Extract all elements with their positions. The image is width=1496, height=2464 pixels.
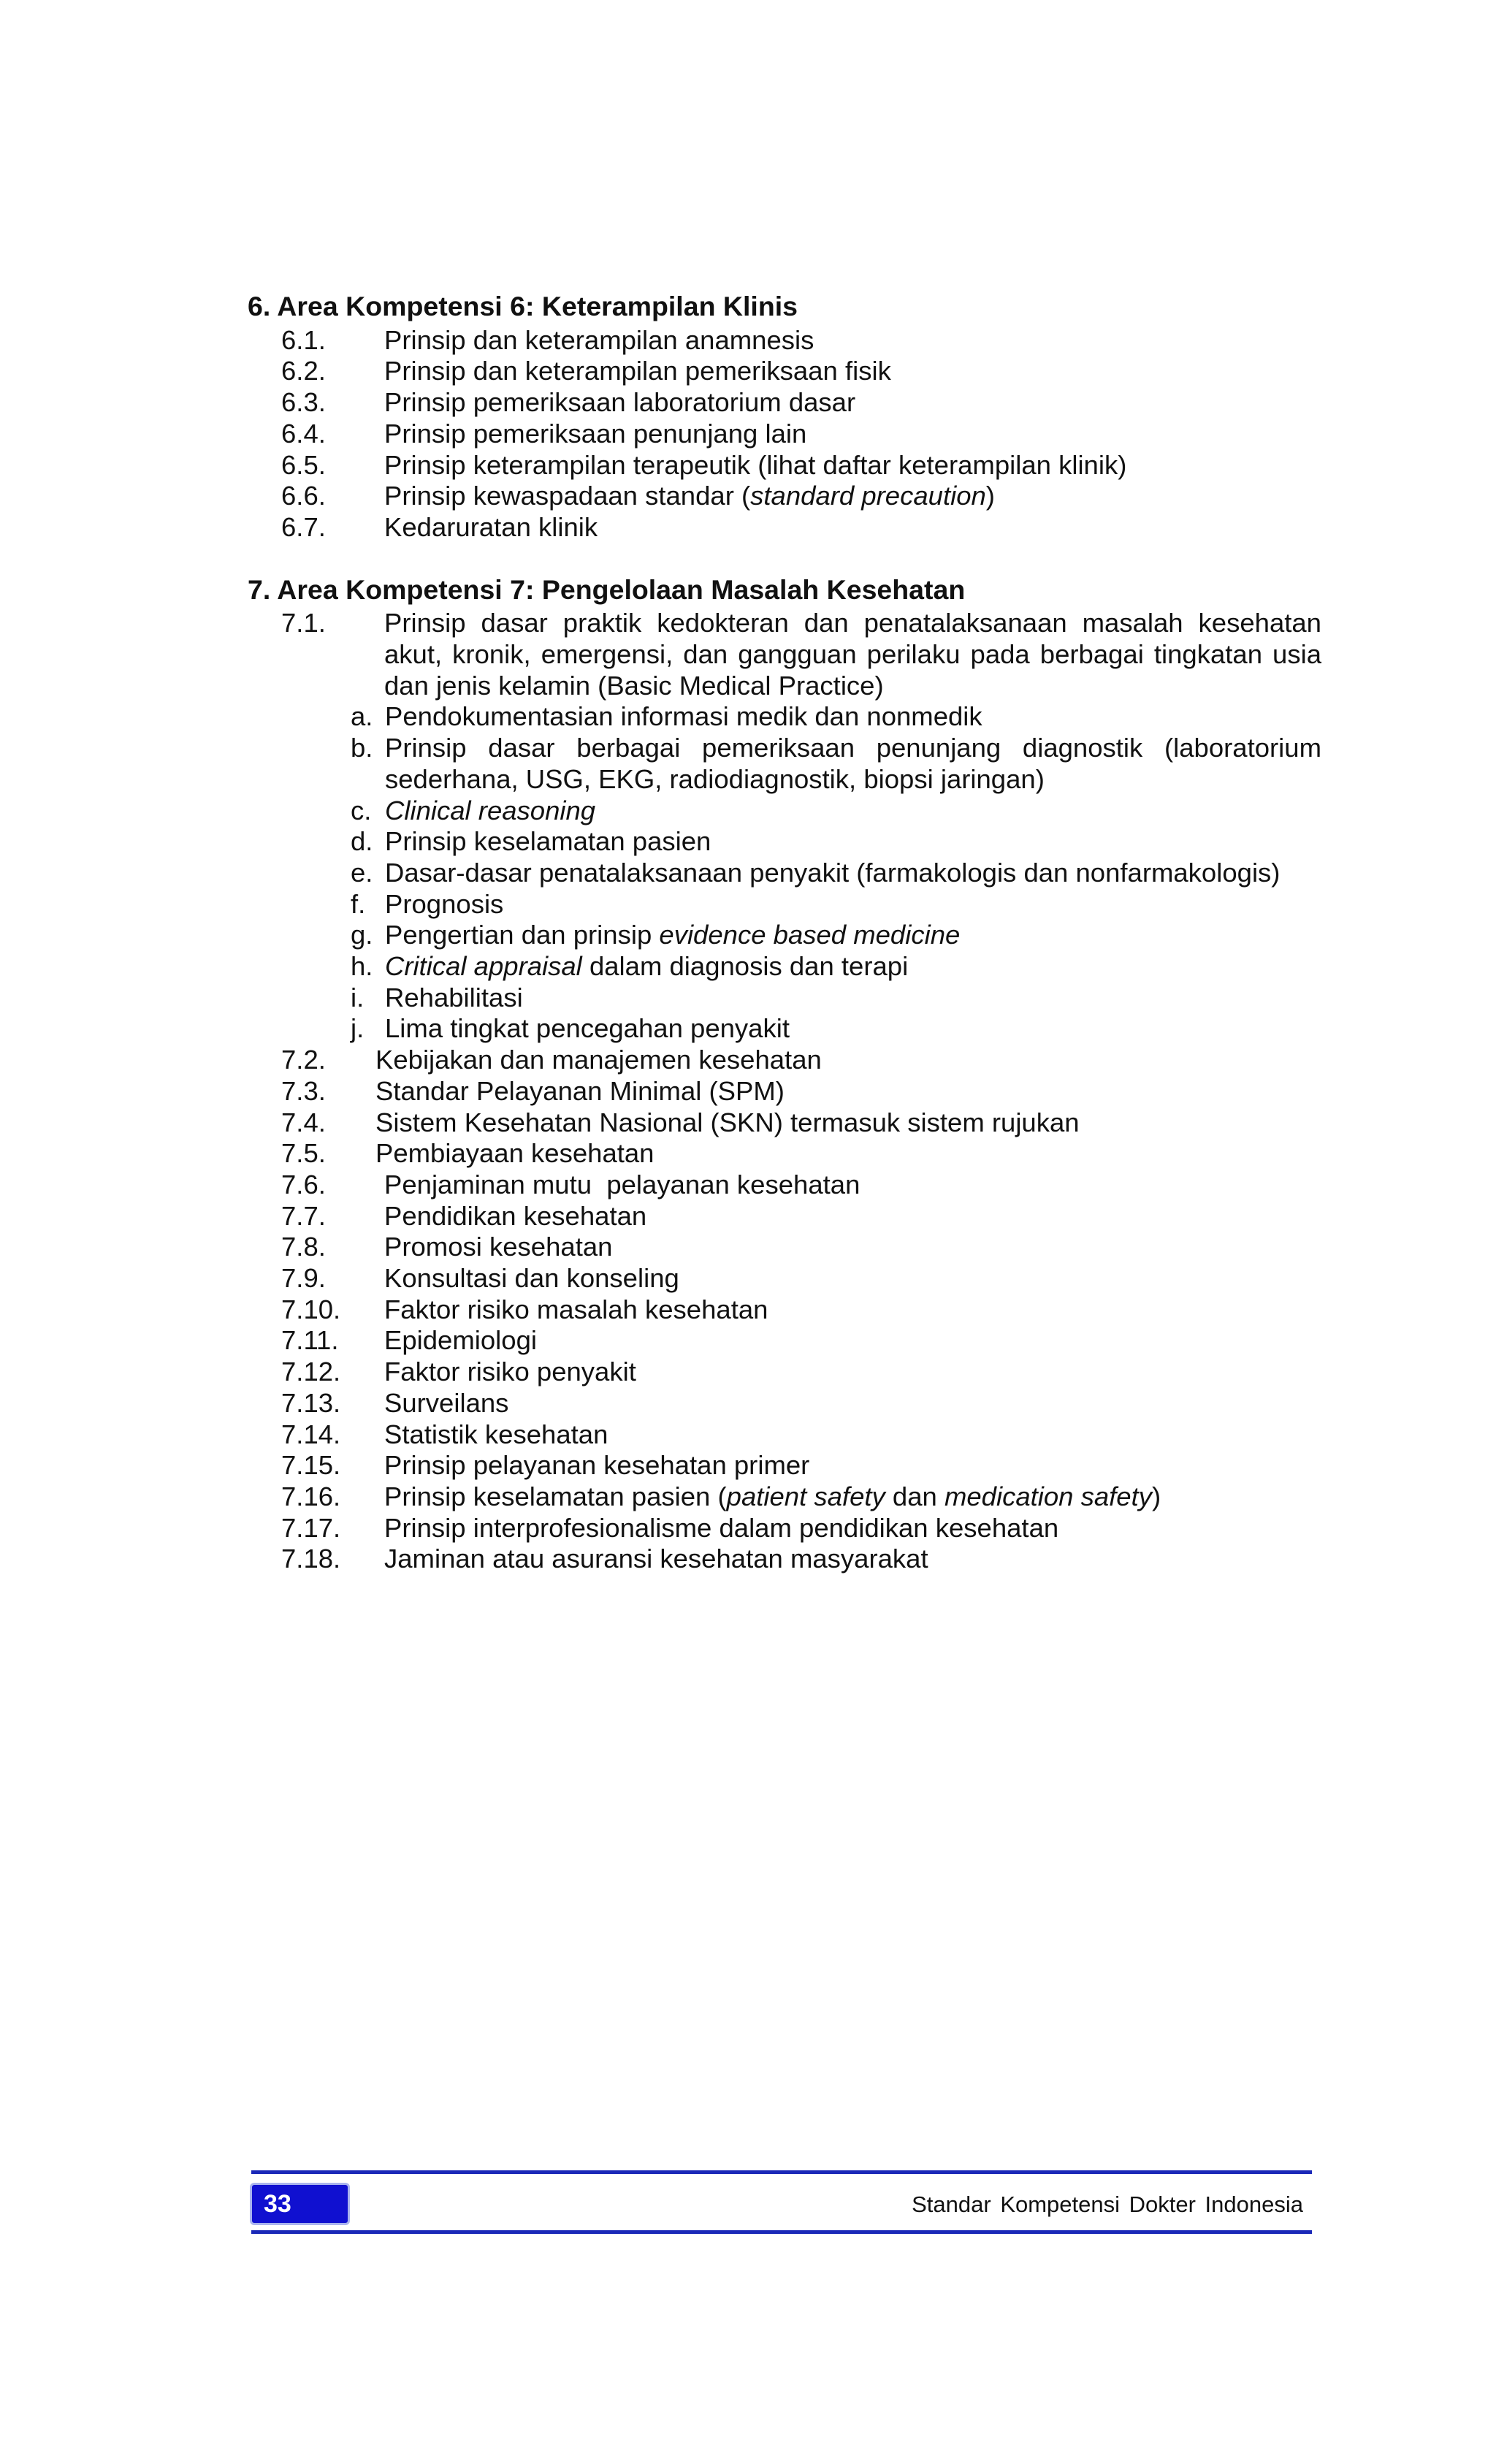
- footer-bottom-rule: [251, 2230, 1312, 2234]
- list-item: 7.11. Epidemiologi: [281, 1325, 537, 1356]
- list-item: 7.14. Statistik kesehatan: [281, 1419, 608, 1449]
- list-item: 6.6. Prinsip kewaspadaan standar (standard precaution): [281, 481, 995, 511]
- list-item: 7.18. Jaminan atau asuransi kesehatan masyarakat: [281, 1544, 928, 1574]
- list-item: 6.4. Prinsip pemeriksaan penunjang lain: [281, 418, 807, 449]
- footer-title: Standar Kompetensi Dokter Indonesia: [912, 2192, 1303, 2217]
- list-item: 6.5. Prinsip keterampilan terapeutik (lihat daftar keterampilan klinik): [281, 449, 1127, 480]
- sub-list-item: g. Pengertian dan prinsip evidence based medicine: [351, 920, 961, 950]
- page-number: 33: [264, 2190, 291, 2218]
- sub-list-item: h. Critical appraisal dalam diagnosis dan terapi: [351, 951, 909, 982]
- section-7-list: [248, 608, 1321, 1575]
- list-item: 7.17. Prinsip interprofesionalisme dalam pendidikan kesehatan: [281, 1512, 1059, 1543]
- list-item: 6.1. Prinsip dan keterampilan anamnesis: [281, 324, 814, 355]
- sub-list-item: b. Prinsip dasar berbagai pemeriksaan penunjang diagnostik (laboratorium sederhana, USG, EKG, radiodiagnostik, biopsi jaringan): [351, 733, 1321, 794]
- list-item: 6.3. Prinsip pemeriksaan laboratorium dasar: [281, 387, 856, 418]
- sub-list-item: j. Lima tingkat pencegahan penyakit: [351, 1013, 790, 1044]
- sub-list-item: a. Pendokumentasian informasi medik dan nonmedik: [351, 701, 982, 732]
- sub-list-item: e. Dasar-dasar penatalaksanaan penyakit (farmakologis dan nonfarmakologis): [351, 857, 1281, 888]
- section-6-list: [248, 325, 1321, 543]
- list-item: 7.3. Standar Pelayanan Minimal (SPM): [281, 1075, 785, 1106]
- footer-top-rule: [251, 2170, 1312, 2174]
- list-item: 7.6. Penjaminan mutu pelayanan kesehatan: [281, 1169, 860, 1199]
- section-6-title: 6. Area Kompetensi 6: Keterampilan Klinis: [248, 291, 798, 321]
- sub-list-item: i. Rehabilitasi: [351, 982, 523, 1012]
- list-item: 6.2. Prinsip dan keterampilan pemeriksaan fisik: [281, 356, 891, 386]
- list-item: 7.5. Pembiayaan kesehatan: [281, 1138, 654, 1169]
- list-item: 7.4. Sistem Kesehatan Nasional (SKN) termasuk sistem rujukan: [281, 1107, 1080, 1137]
- list-item: 7.13. Surveilans: [281, 1387, 509, 1418]
- list-item: 7.12. Faktor risiko penyakit: [281, 1357, 636, 1387]
- list-item: 7.2. Kebijakan dan manajemen kesehatan: [281, 1045, 822, 1075]
- sub-list-item: f. Prognosis: [351, 888, 504, 919]
- sub-list-item: d. Prinsip keselamatan pasien: [351, 826, 711, 857]
- sub-list-item: c. Clinical reasoning: [351, 795, 596, 825]
- list-item: 7.10. Faktor risiko masalah kesehatan: [281, 1294, 768, 1324]
- list-item: 7.15. Prinsip pelayanan kesehatan primer: [281, 1450, 810, 1481]
- section-7-title: 7. Area Kompetensi 7: Pengelolaan Masalah Kesehatan: [248, 573, 966, 605]
- list-item: 7.1. Prinsip dasar praktik kedokteran dan penatalaksanaan masalah kesehatan akut, kronik, emergensi, dan gangguan perilaku pada berbagai tingkatan usia dan jenis kelamin (Basic Medical Practice): [281, 608, 1321, 701]
- page-number-badge: [250, 2183, 350, 2225]
- list-item: 7.8. Promosi kesehatan: [281, 1232, 613, 1262]
- list-item: 6.7. Kedaruratan klinik: [281, 511, 598, 542]
- page-content: [248, 291, 1321, 1575]
- list-item: 7.9. Konsultasi dan konseling: [281, 1263, 679, 1294]
- list-item: 7.16. Prinsip keselamatan pasien (patient safety dan medication safety): [281, 1481, 1161, 1511]
- list-item: 7.7. Pendidikan kesehatan: [281, 1200, 647, 1231]
